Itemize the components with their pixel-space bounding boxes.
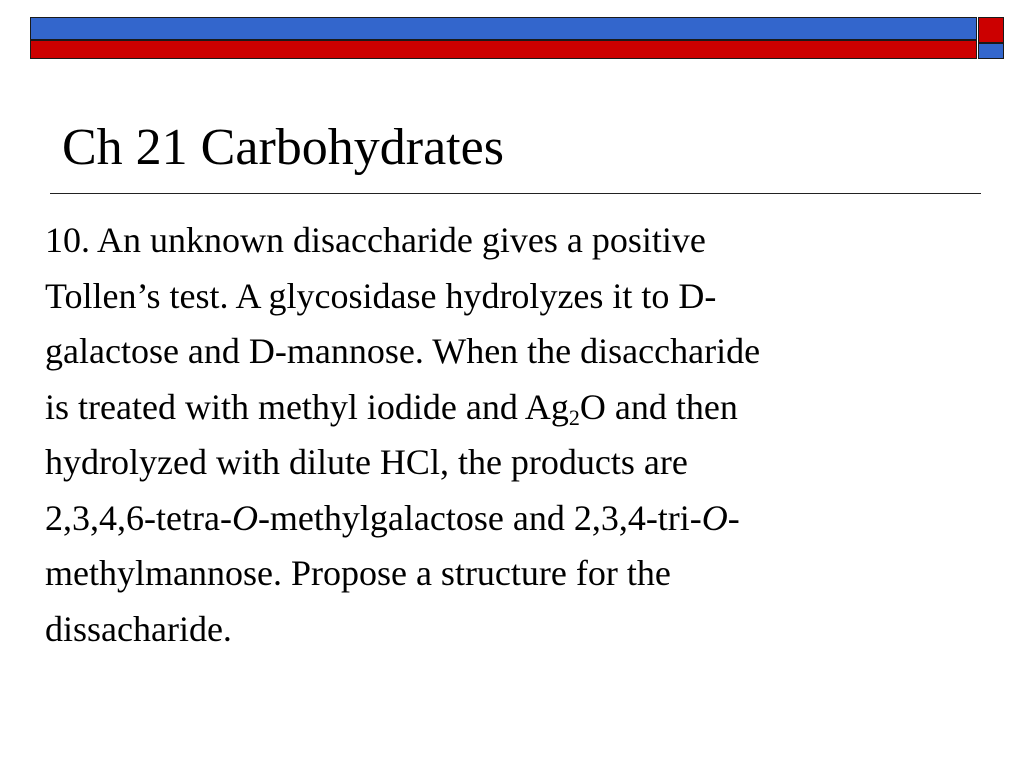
body-line (45, 380, 975, 436)
title-divider (50, 193, 981, 194)
header-red-band (30, 40, 977, 59)
italic-o: O (231, 497, 258, 538)
header-blue-band (30, 17, 977, 40)
body-line: dissacharide. (45, 608, 232, 649)
slide-body (45, 213, 975, 657)
body-line (45, 491, 975, 547)
body-line: galactose and D-mannose. When the disaccharide (45, 331, 761, 371)
body-line: methylmannose. Propose a structure for the (45, 553, 671, 593)
body-line: 10. An unknown disaccharide gives a positive (45, 220, 706, 260)
body-text-segment: - (727, 497, 740, 538)
header-red-square (978, 17, 1004, 43)
body-text-segment: O and then (579, 386, 738, 427)
body-line: Tollen’s test. A glycosidase hydrolyzes it to D- (45, 275, 717, 316)
body-line: hydrolyzed with dilute HCl, the products are (45, 442, 688, 482)
subscript-two: 2 (568, 404, 580, 430)
body-text-segment: -methylgalactose and 2,3,4-tri- (257, 497, 702, 538)
body-text-segment: 2,3,4,6-tetra- (45, 497, 232, 538)
slide-title: Ch 21 Carbohydrates (62, 119, 504, 176)
header-blue-square (978, 43, 1004, 59)
italic-o: O (701, 497, 728, 538)
body-text-segment: is treated with methyl iodide and Ag (45, 386, 569, 427)
